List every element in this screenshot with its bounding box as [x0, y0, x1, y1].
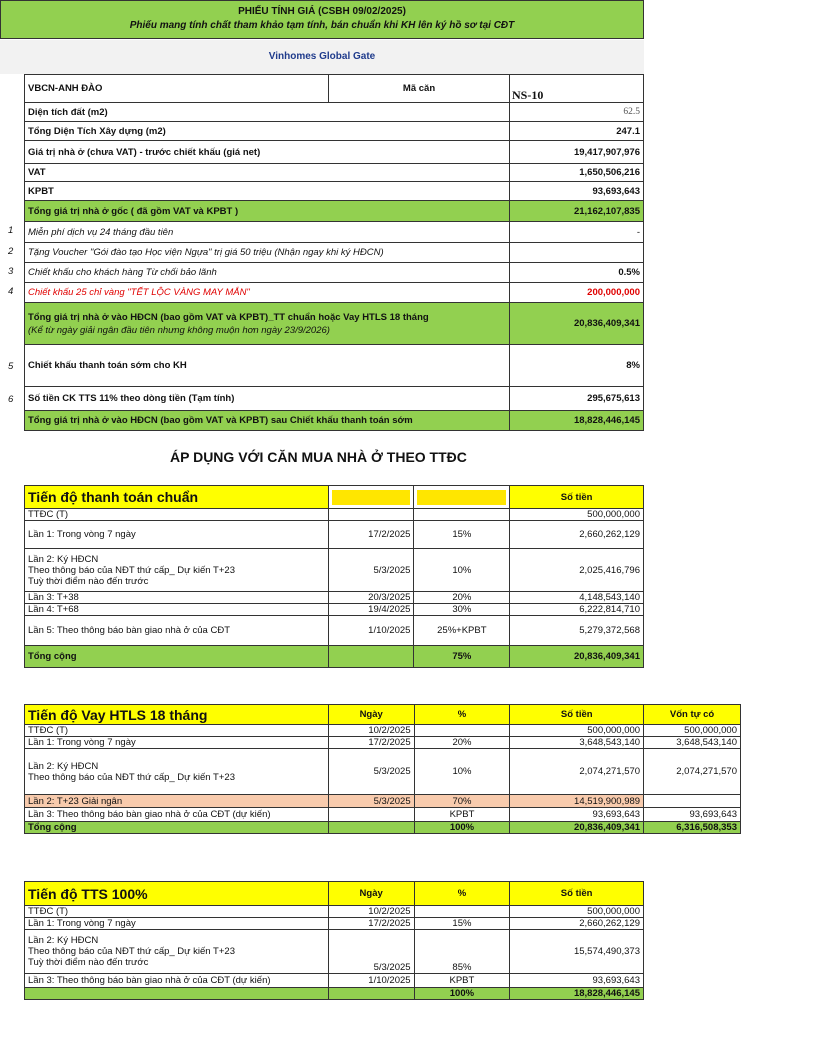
project-name: Vinhomes Global Gate — [0, 40, 644, 74]
schedule-row-amount: 500,000,000 — [510, 906, 644, 918]
total-standard-cell — [25, 303, 510, 345]
schedule-row-amount: 93,693,643 — [510, 808, 644, 822]
schedule-row-pct: 70% — [414, 795, 510, 808]
schedule-row-amount: 93,693,643 — [510, 974, 644, 988]
schedule-row-label-line: Tuỳ thời điểm nào đến trước — [28, 957, 149, 968]
schedule-total-label: Tổng cộng — [25, 822, 329, 834]
schedule-row-date: 10/2/2025 — [328, 725, 414, 737]
schedule-row-label-line: Lần 2: Ký HĐCN — [28, 935, 99, 946]
price-row-value: 21,162,107,835 — [510, 201, 644, 222]
schedule-total-amount: 18,828,446,145 — [510, 988, 644, 1000]
schedule-row-date: 5/3/2025 — [328, 930, 414, 974]
schedule-standard-table — [24, 485, 644, 668]
schedule-total-amount: 20,836,409,341 — [510, 822, 644, 834]
row-number: 6 — [8, 394, 14, 405]
promo-label: Chiết khấu 25 chỉ vàng "TẾT LỘC VÀNG MAY MẮN" — [25, 283, 510, 303]
col-pct-header: % — [414, 882, 510, 906]
price-row-value: 1,650,506,216 — [510, 164, 644, 182]
schedule-row-amount: 4,148,543,140 — [510, 592, 644, 604]
schedule-row-own: 93,693,643 — [644, 808, 741, 822]
price-row-label: Giá trị nhà ở (chưa VAT) - trước chiết khấu (giá net) — [25, 141, 510, 164]
schedule-row-pct: 85% — [414, 930, 510, 974]
schedule-standard-title: Tiến độ thanh toán chuẩn — [25, 486, 329, 509]
schedule-total-amount: 20,836,409,341 — [510, 646, 644, 668]
schedule-row-pct: 10% — [414, 549, 510, 592]
schedule-row-date: 17/2/2025 — [328, 521, 414, 549]
promo-value — [510, 243, 644, 263]
schedule-row-pct: KPBT — [414, 974, 510, 988]
schedule-row-label: Lần 3: Theo thông báo bàn giao nhà ở của CĐT (dự kiến) — [25, 974, 329, 988]
promo-label: Miễn phí dịch vụ 24 tháng đầu tiên — [25, 222, 510, 243]
price-row-label: Tổng Diện Tích Xây dựng (m2) — [25, 122, 510, 141]
schedule-row-own: 500,000,000 — [644, 725, 741, 737]
total-early-value: 18,828,446,145 — [510, 411, 644, 431]
price-table — [24, 74, 644, 431]
total-standard-value: 20,836,409,341 — [510, 303, 644, 345]
schedule-row-label-line: Tuỳ thời điểm nào đến trước — [28, 575, 149, 587]
schedule-total-own: 6,316,508,353 — [644, 822, 741, 834]
col-date-header: Ngày — [328, 882, 414, 906]
schedule-row-date: 20/3/2025 — [328, 592, 414, 604]
schedule-row-amount: 2,660,262,129 — [510, 521, 644, 549]
schedule-total-pct: 75% — [414, 646, 510, 668]
total-standard-label: Tổng giá trị nhà ở vào HĐCN (bao gồm VAT và KPBT)_TT chuẩn hoặc Vay HTLS 18 tháng — [28, 311, 429, 323]
schedule-row-amount: 5,279,372,568 — [510, 616, 644, 646]
page-subtitle: Phiếu mang tính chất tham khảo tạm tính, bán chuẩn khi KH lên ký hồ sơ tại CĐT — [129, 20, 515, 31]
price-row-value: 247.1 — [510, 122, 644, 141]
schedule-loan-title: Tiến độ Vay HTLS 18 tháng — [25, 705, 329, 725]
schedule-row-label-line: Lần 2: Ký HĐCN — [28, 553, 99, 565]
schedule-row-label: TTĐC (T) — [25, 509, 329, 521]
col-amount-header: Số tiền — [510, 486, 644, 509]
schedule-row-date: 17/2/2025 — [328, 918, 414, 930]
schedule-row-label-line: Theo thông báo của NĐT thứ cấp_ Dự kiến T+23 — [28, 946, 235, 957]
header-banner — [0, 0, 644, 39]
schedule-row-label-line: Theo thông báo của NĐT thứ cấp_ Dự kiến T+23 — [28, 771, 235, 783]
schedule-loan-table — [24, 704, 741, 834]
schedule-row-label: Lần 5: Theo thông báo bàn giao nhà ở của CĐT — [25, 616, 329, 646]
schedule-row-pct: 10% — [414, 749, 510, 795]
schedule-row-label — [25, 930, 329, 974]
row-number: 2 — [8, 246, 14, 257]
price-row-label: KPBT — [25, 182, 510, 201]
schedule-row-label — [25, 749, 329, 795]
schedule-row-pct — [414, 906, 510, 918]
price-row-label: VAT — [25, 164, 510, 182]
schedule-row-amount: 2,660,262,129 — [510, 918, 644, 930]
total-early-label: Tổng giá trị nhà ở vào HĐCN (bao gồm VAT và KPBT) sau Chiết khấu thanh toán sớm — [25, 411, 510, 431]
col-own-header: Vốn tự có — [644, 705, 741, 725]
schedule-full-table — [24, 881, 644, 1000]
price-row-label: Tổng giá trị nhà ở gốc ( đã gồm VAT và KPBT ) — [25, 201, 510, 222]
early-label: Chiết khấu thanh toán sớm cho KH — [25, 345, 510, 387]
row-number: 3 — [8, 266, 14, 277]
unit-name: VBCN-ANH ĐÀO — [25, 75, 329, 103]
early-value: 8% — [510, 345, 644, 387]
schedule-row-amount: 500,000,000 — [510, 725, 644, 737]
price-row-value: 62.5 — [510, 103, 644, 122]
schedule-row-label: Lần 1: Trong vòng 7 ngày — [25, 521, 329, 549]
schedule-row-amount: 2,074,271,570 — [510, 749, 644, 795]
schedule-row-date — [328, 808, 414, 822]
schedule-row-date: 1/10/2025 — [328, 616, 414, 646]
schedule-row-own: 2,074,271,570 — [644, 749, 741, 795]
promo-value: 200,000,000 — [510, 283, 644, 303]
schedule-row-date: 5/3/2025 — [328, 749, 414, 795]
schedule-row-pct: KPBT — [414, 808, 510, 822]
schedule-row-pct — [414, 725, 510, 737]
schedule-row-amount: 500,000,000 — [510, 509, 644, 521]
row-number: 1 — [8, 225, 14, 236]
schedule-row-date: 1/10/2025 — [328, 974, 414, 988]
schedule-total-pct: 100% — [414, 988, 510, 1000]
schedule-row-label — [25, 549, 329, 592]
row-number: 4 — [8, 286, 14, 297]
schedule-row-own: 3,648,543,140 — [644, 737, 741, 749]
schedule-row-label: Lần 3: Theo thông báo bàn giao nhà ở của CĐT (dự kiến) — [25, 808, 329, 822]
schedule-row-amount: 14,519,900,989 — [510, 795, 644, 808]
page-title: PHIẾU TÍNH GIÁ (CSBH 09/02/2025) — [238, 6, 406, 17]
schedule-row-label: Lần 1: Trong vòng 7 ngày — [25, 918, 329, 930]
row-number: 5 — [8, 361, 14, 372]
schedule-row-own — [644, 795, 741, 808]
schedule-row-date: 19/4/2025 — [328, 604, 414, 616]
schedule-row-label: Lần 2: T+23 Giải ngân — [25, 795, 329, 808]
schedule-row-pct: 15% — [414, 521, 510, 549]
schedule-row-amount: 15,574,490,373 — [510, 930, 644, 974]
schedule-row-date: 10/2/2025 — [328, 906, 414, 918]
price-row-label: Diện tích đất (m2) — [25, 103, 510, 122]
schedule-row-date: 5/3/2025 — [328, 795, 414, 808]
schedule-total-pct: 100% — [414, 822, 510, 834]
schedule-row-label-line: Theo thông báo của NĐT thứ cấp_ Dự kiến T+23 — [28, 564, 235, 576]
schedule-row-pct: 25%+KPBT — [414, 616, 510, 646]
col-date-header: Ngày — [328, 705, 414, 725]
promo-value: - — [510, 222, 644, 243]
schedule-row-pct: 20% — [414, 592, 510, 604]
early-value: 295,675,613 — [510, 387, 644, 411]
unit-code-label: Mã căn — [328, 75, 510, 103]
schedule-row-pct: 15% — [414, 918, 510, 930]
price-row-value: 93,693,643 — [510, 182, 644, 201]
schedule-row-label: Lần 1: Trong vòng 7 ngày — [25, 737, 329, 749]
schedule-row-label: TTĐC (T) — [25, 906, 329, 918]
col-amount-header: Số tiền — [510, 705, 644, 725]
schedule-total-label: Tổng cộng — [25, 646, 329, 668]
promo-label: Chiết khấu cho khách hàng Từ chối bảo lãnh — [25, 263, 510, 283]
price-row-value: 19,417,907,976 — [510, 141, 644, 164]
schedule-row-amount: 2,025,416,796 — [510, 549, 644, 592]
col-amount-header: Số tiền — [510, 882, 644, 906]
schedule-row-amount: 3,648,543,140 — [510, 737, 644, 749]
schedule-row-label: Lần 4: T+68 — [25, 604, 329, 616]
schedule-row-label: TTĐC (T) — [25, 725, 329, 737]
col-pct-header: % — [414, 705, 510, 725]
schedule-row-date: 5/3/2025 — [328, 549, 414, 592]
schedule-row-pct: 20% — [414, 737, 510, 749]
schedule-row-label-line: Lần 2: Ký HĐCN — [28, 760, 99, 772]
schedule-row-date: 17/2/2025 — [328, 737, 414, 749]
promo-value: 0.5% — [510, 263, 644, 283]
schedule-row-amount: 6,222,814,710 — [510, 604, 644, 616]
total-standard-note: (Kể từ ngày giải ngân đầu tiên nhưng không muộn hơn ngày 23/9/2026) — [28, 324, 330, 336]
early-label: Số tiền CK TTS 11% theo dòng tiền (Tạm tính) — [25, 387, 510, 411]
unit-code: NS-10 — [512, 88, 544, 102]
schedule-full-title: Tiến độ TTS 100% — [25, 882, 329, 906]
section-title: ÁP DỤNG VỚI CĂN MUA NHÀ Ở THEO TTĐC — [170, 449, 467, 465]
schedule-row-label: Lần 3: T+38 — [25, 592, 329, 604]
schedule-row-pct: 30% — [414, 604, 510, 616]
promo-label: Tặng Voucher "Gói đào tạo Học viện Ngựa" trị giá 50 triệu (Nhận ngay khi ký HĐCN) — [25, 243, 510, 263]
